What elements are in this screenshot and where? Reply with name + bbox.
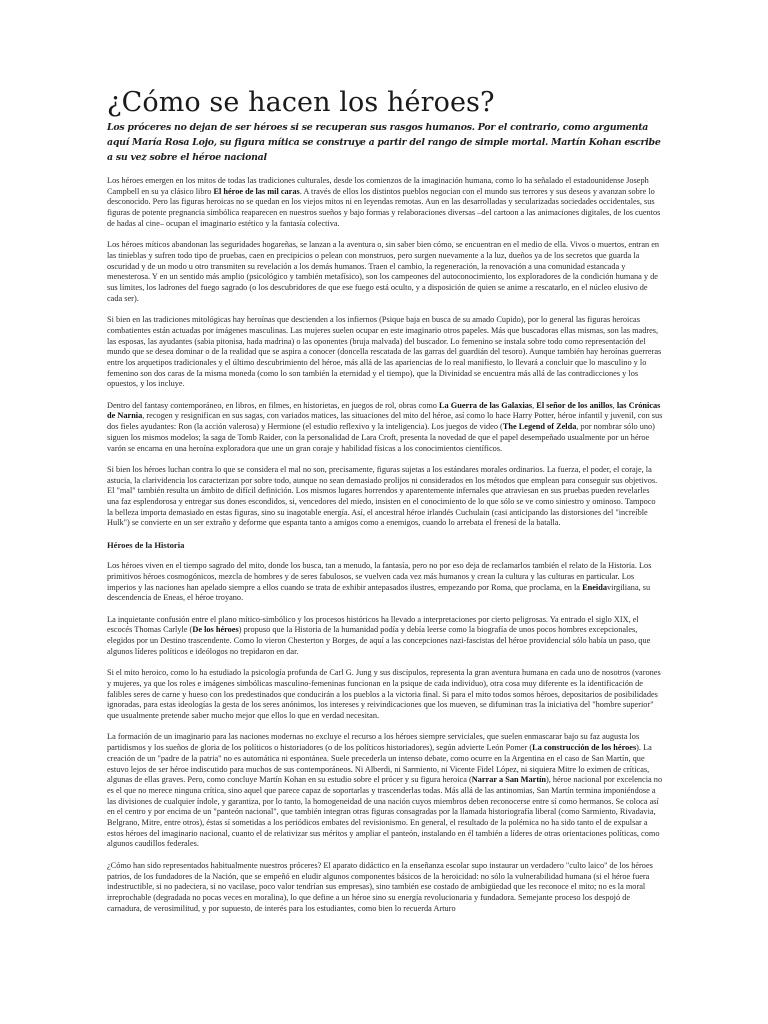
text-run: Si bien los héroes luchan contra lo que se considera el mal no son, precisamente, figuras sujetas a los estándares morales ordinarios. La fuerza, el poder, el coraje, la astucia, la clarividencia los caracterizan por sobre todo, aunque no sean demasiado prolijos ni considerados en los métodos que emplean para conseguir sus objetivos. El "mal" también resulta un ámbito de difícil definición. Los mismos lugares horrendos y aparentemente infernales que atraviesan en sus pruebas pueden revelarles una faz esplendorosa y entregar sus dones escondidos, si, vencedores del miedo, insisten en el conocimiento de lo que sólo se ve como siniestro y ominoso. Tampoco la belleza importa demasiado en estas figuras, sino su inagotable energía. Así, el ancestral héroe irlandés Cuchulain (casi anticipando las distorsiones del "increíble Hulk") se convierte en un ser extraño y deforme que espanta tanto a amigos como a enemigos, cuando lo arrebata el frenesí de la batalla. (107, 464, 658, 528)
work-title: Narrar a San Martín (471, 775, 546, 785)
work-title: El señor de los anillos (536, 400, 613, 410)
text-run: ¿Cómo han sido representados habitualmente nuestros próceres? El aparato didáctico en la enseñanza escolar supo instaurar un verdadero "culto laico" de los héroes patrios, de los fundadores de la Nación, que se empeñó en eludir algunos componentes básicos de la heroicidad: no sólo la vulnerabilidad humana (si el héroe fuera indestructible, si no padeciera, si no vacilase, poco valor tendrían sus empresas), sino también ese costado de ambigüedad que les reconoce el mito; no es la moral irreprochable (degradada no pocas veces en moralina), lo que define a un héroe sino su energía revolucionaria y fundadora. Semejante proceso los despojó de carnadura, de verosimilitud, y por supuesto, de interés para los estudiantes, como bien lo recuerda Arturo (107, 860, 653, 913)
text-run: ), héroe nacional por excelencia no es el que no merece ninguna crítica, sino aquel que parece capaz de soportarlas y trascenderlas todas. Más allá de las antinomias, San Martín termina imponiéndose a las divisiones de cualquier índole, y garantiza, por lo tanto, la homogeneidad de una nación cuyos miembros deben reconocerse entre sí como hermanos. Se coloca así en el centro y por encima de un "panteón nacional", que también integran otras figuras consagradas por la llamada historiografía liberal (como Sarmiento, Rivadavia, Belgrano, Mitre, entre otros), éstas sí sometidas a los periódicos embates del revisionismo. En general, el resultado de la polémica no ha sido tanto el de expulsar a estos héroes del imaginario nacional, cuanto el de relativizar sus méritos y ampliar el panteón, instalando en él también a líderes de otras orientaciones políticas, como algunos caudillos federales. (107, 775, 663, 849)
paragraph (107, 732, 663, 850)
text-run: , recogen y resignifican en sus sagas, con variados matices, las situaciones del mito del héroe, así como lo hace Harry Potter, héroe infantil y juvenil, con sus dos fieles ayudantes: Ron (la acción valerosa) y Hermione (el estudio reflexivo y la inteligencia). Los juegos de video ( (107, 411, 663, 432)
paragraph (107, 401, 663, 455)
paragraph (107, 561, 663, 604)
work-title: El héroe de las mil caras (213, 186, 300, 196)
text-run: , (612, 400, 617, 410)
text-run: Los héroes viven en el tiempo sagrado del mito, donde los busca, tan a menudo, la fantasía, pero no por eso deja de reclamarlos también el relato de la Historia. Los primitivos héroes cosmogónicos, mezcla de hombres y de seres fabulosos, se vuelven cada vez más humanos y crean la cultura y las culturas en particular. Los imperios y las naciones han apelado siempre a ellos cuando se trata de exhibir antepasados ilustres, empezando por Roma, que proclama, en la (107, 561, 652, 592)
page-title: ¿Cómo se hacen los héroes? (107, 87, 495, 118)
text-run: Los héroes míticos abandonan las seguridades hogareñas, se lanzan a la aventura o, sin saber bien cómo, se encuentran en el medio de ella. Vivos o muertos, entran en las tinieblas y sufren todo tipo de pruebas, caen en precipicios o pelean con monstruos, pero surgen nuevamente a la luz, dueños ya de los secretos que guarda la oscuridad y de un modo u otro transmiten su revelación a los demás humanos. Traen el cambio, la regeneración, la renovación a una comunidad estancada y menesterosa. Y en un sentido más amplio (psicológico y también metafísico), son los campeones del autoconocimiento, los exploradores de la condición humana y de sus límites, los ladrones del fuego sagrado (o los descubridores de que ese fuego está oculto, y a disposición de quien se anime a rescatarlo, en el núcleo elusivo de cada ser). (107, 240, 660, 303)
text-run: Si el mito heroico, como lo ha estudiado la psicología profunda de Carl G. Jung y sus discípulos, representa la gran aventura humana en cada uno de nosotros (varones y mujeres, ya que los roles e imágenes simbólicas masculino-femeninas funcionan en la psique de cada individuo), otra cosa muy diferente es la identificación de falibles seres de carne y hueso con los predestinados que conducirán a los pueblos a la victoria final. Si para el mito todos somos héroes, depositarios de posibilidades ignoradas, para estas ideologías la gesta de los seres anónimos, los intereses y reivindicaciones que los mueven, se difuminan tras la iniciativa del "hombre superior" que usualmente pretende saber mucho mejor que ellos lo que en verdad necesitan. (107, 668, 661, 721)
text-run: La inquietante confusión entre el plano mítico-simbólico y los procesos históricos ha llevado a interpretaciones por cierto peligrosas. Ya entrado el siglo XIX, el escocés Thomas Carlyle ( (107, 614, 639, 635)
text-run: , por nombrar sólo uno) siguen los mismos modelos; la saga de Tomb Raider, con la personalidad de Lara Croft, presenta la novedad de que el papel desempeñado usualmente por un héroe varón se encarna en una heroína exploradora que une un gran coraje y habilidad físicas a los conocimientos científicos. (107, 422, 655, 453)
work-title: las Crónicas de Narnia (107, 400, 661, 421)
paragraph (107, 668, 663, 722)
work-title: De los héroes (192, 625, 239, 635)
text-run: Dentro del fantasy contemporáneo, en libros, en filmes, en historietas, en juegos de rol, obras como (107, 400, 440, 410)
paragraph (107, 861, 663, 915)
article-subtitle: Los próceres no dejan de ser héroes si se recuperan sus rasgos humanos. Por el contrario, como argumenta aquí María Rosa Lojo, su figura mítica se construye a partir del rango de simple mortal. Martín Kohan escribe a su vez sobre el héroe nacional (107, 122, 661, 163)
text-run: ). La creación de un "padre de la patria" no es automática ni espontánea. Suele precederla un intenso debate, como ocurre en la Argentina en el caso de San Martín, que estuvo lejos de ser héroe indiscutido para muchos de sus contemporáneos. Ni Alberdi, ni Sarmiento, ni Vicente Fidel López, ni siquiera Mitre lo eximen de críticas, algunas de ellas graves. Pero, como concluye Martín Kohan en su estudio sobre el prócer y su figura heroica ( (107, 743, 652, 785)
text-run: Los héroes emergen en los mitos de todas las tradiciones culturales, desde los comienzos de la imaginación humana, como lo ha señalado el estadounidense Joseph Campbell en su ya clásico libro (107, 176, 649, 196)
text-run: Héroes de la Historia (107, 539, 185, 550)
paragraph (107, 465, 663, 529)
paragraph (107, 176, 663, 230)
text-run: Si bien en las tradiciones mitológicas hay heroínas que descienden a los infiernos (Psique baja en busca de su amado Cupido), por lo general las figuras heroicas combatientes están actuadas por imágenes masculinas. Las mujeres suelen ocupar en este imaginario otros papeles. Más que buscadoras ellas mismas, son las madres, las esposas, las ayudantes (sabia pitonisa, hada madrina) o las oponentes (bruja malvada) del buscador. Lo femenino se instala sobre todo como representación del mundo que se desea dominar o de la realidad que se aspira a conocer (doncella rescatada de las garras del guardián del tesoro). Aunque también hay heroínas guerreras entre los arquetipos tradicionales y el último descubrimiento del héroe, más allá de las apariencias de lo real manifiesto, lo llevará a concluir que lo masculino y lo femenino son dos caras de la misma moneda (como lo son también la eternidad y el tiempo), que la Divinidad se encuentra más allá de las contradicciones y los opuestos, y los incluye. (107, 315, 662, 389)
work-title: Eneida (582, 582, 607, 592)
text-run: virgiliana, su descendencia de Eneas, el héroe troyano. (107, 582, 651, 603)
article-body (107, 176, 663, 925)
paragraph (107, 315, 663, 390)
text-run: , (532, 400, 537, 410)
text-run: ) propuso que la Historia de la humanidad podía y debía leerse como la biografía de unos pocos hombres excepcionales, elegidos por un Destino trascendente. Como lo vieron Chesterton y Borges, de aquí a las concepciones nazi-fascistas del héroe providencial sólo había un paso, que algunos líderes políticos e ideólogos no trepidaron en dar. (107, 625, 651, 656)
text-run: . A través de ellos los distintos pueblos negocian con el mundo sus terrores y sus deseos y avanzan sobre lo desconocido. Pero las figuras heroicas no se quedan en los viejos mitos ni en leyendas remotas. Aun en las desarrolladas y secularizadas sociedades occidentales, sus figuras de potente pregnancia simbólica reaparecen en nuestros sueños y bajo formas y relaboraciones diversas –del cartoon a las animaciones digitales, de los cuentos de hadas al cine– ocupan el imaginario estético y la fantasía colectiva. (107, 186, 661, 228)
work-title: La construcción de los héroes (532, 743, 637, 753)
work-title: The Legend of Zelda (502, 422, 577, 432)
work-title: La Guerra de las Galaxias (439, 400, 533, 410)
section-heading (107, 540, 663, 551)
text-run: La formación de un imaginario para las naciones modernas no excluye el recurso a los héroes siempre serviciales, que suelen enmascarar bajo su faz augusta los partidismos y los sueños de gloria de los políticos o historiadores (o de los políticos historiadores), según advierte León Pomer ( (107, 732, 640, 753)
paragraph (107, 240, 663, 304)
paragraph (107, 615, 663, 658)
